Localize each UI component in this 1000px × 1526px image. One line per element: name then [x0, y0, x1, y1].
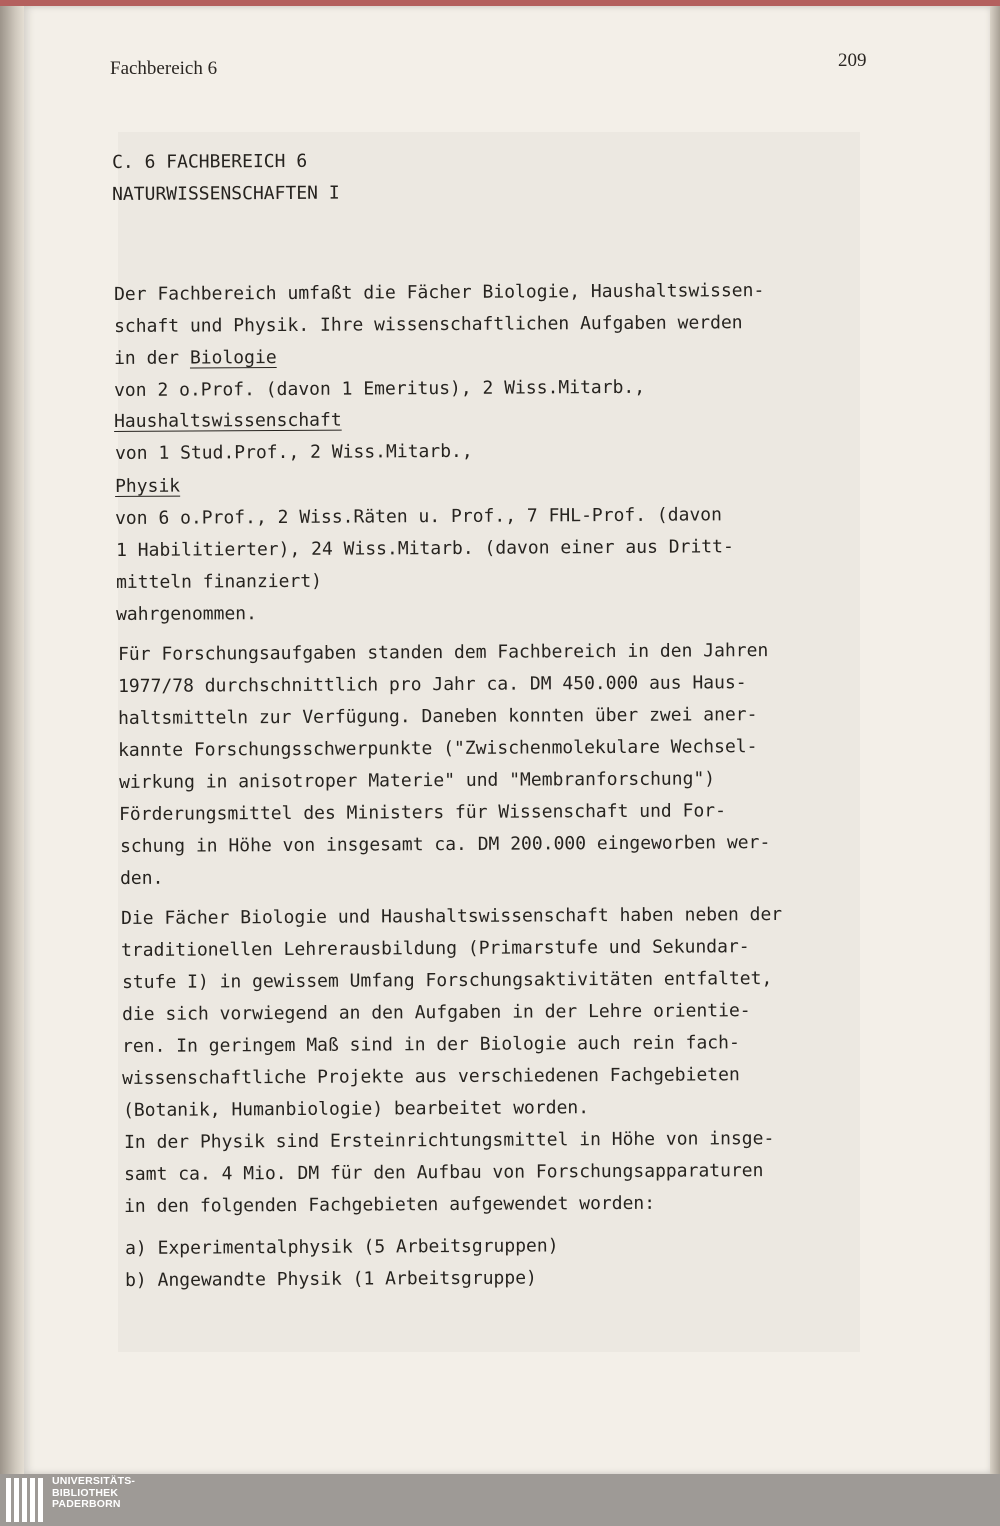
library-logo-text [52, 1476, 135, 1511]
book-binding [0, 6, 26, 1474]
paragraph3-line: in den folgenden Fachgebieten aufgewendet worden: [124, 1192, 656, 1217]
paragraph2-line: haltsmitteln zur Verfügung. Daneben konnten über zwei aner- [118, 704, 758, 729]
paragraph3-line: Die Fächer Biologie und Haushaltswissenschaft haben neben der [121, 903, 783, 929]
paragraph3-line: ren. In geringem Maß sind in der Biologie auch rein fach- [122, 1032, 740, 1057]
paragraph1-text: in der [114, 347, 190, 369]
library-logo-icon [6, 1478, 46, 1522]
paragraph2-line: kannte Forschungsschwerpunkte ("Zwischenmolekulare Wechsel- [118, 736, 758, 761]
footer-bar [0, 1474, 1000, 1526]
paragraph1-line: 1 Habilitierter), 24 Wiss.Mitarb. (davon einer aus Dritt- [116, 536, 734, 561]
paragraph1-line: Der Fachbereich umfaßt die Fächer Biologie, Haushaltswissen- [114, 280, 765, 305]
paragraph2-line: Förderungsmittel des Ministers für Wissenschaft und For- [119, 800, 726, 825]
paragraph3-line: traditionellen Lehrerausbildung (Primarstufe und Sekundar- [121, 936, 750, 961]
paragraph3-line: In der Physik sind Ersteinrichtungsmittel in Höhe von insge- [124, 1128, 775, 1153]
paragraph3-line: stufe I) in gewissem Umfang Forschungsaktivitäten entfaltet, [122, 968, 773, 993]
list-item: b) Angewandte Physik (1 Arbeitsgruppe) [125, 1267, 537, 1291]
running-head: Fachbereich 6 [110, 58, 218, 79]
paragraph1-line: von 2 o.Prof. (davon 1 Emeritus), 2 Wiss.Mitarb., [114, 376, 646, 401]
paragraph1-line: mitteln finanziert) [116, 570, 323, 593]
subject-haushaltswissenschaft: Haushaltswissenschaft [114, 409, 342, 432]
paragraph2-line: schung in Höhe von insgesamt ca. DM 200.000 eingeworben wer- [120, 832, 771, 857]
paragraph3-line: die sich vorwiegend an den Aufgaben in der Lehre orientie- [122, 1000, 751, 1025]
paragraph2-line: 1977/78 durchschnittlich pro Jahr ca. DM 450.000 aus Haus- [118, 672, 747, 697]
logo-line-2: BIBLIOTHEK [52, 1486, 119, 1499]
page-right-edge [990, 6, 1000, 1474]
logo-line-1: UNIVERSITÄTS- [52, 1475, 136, 1487]
list-item: a) Experimentalphysik (5 Arbeitsgruppen) [125, 1235, 559, 1259]
subject-biologie: Biologie [189, 347, 277, 369]
paragraph2-line: wirkung in anisotroper Materie" und "Membranforschung") [119, 768, 716, 793]
paragraph3-line: samt ca. 4 Mio. DM für den Aufbau von Forschungsapparaturen [124, 1160, 764, 1185]
heading-line-2: NATURWISSENSCHAFTEN I [112, 182, 340, 205]
paragraph1-line: schaft und Physik. Ihre wissenschaftlichen Aufgaben werden [114, 312, 743, 337]
paragraph2-line: den. [120, 867, 164, 889]
paragraph1-line: wahrgenommen. [116, 603, 258, 625]
logo-line-3: PADERBORN [52, 1498, 121, 1510]
paragraph2-line: Für Forschungsaufgaben standen dem Fachbereich in den Jahren [118, 640, 769, 665]
paragraph1-line [114, 347, 277, 370]
heading-line-1: C. 6 FACHBEREICH 6 [112, 150, 308, 173]
subject-physik: Physik [115, 475, 181, 497]
paragraph3-line: (Botanik, Humanbiologie) bearbeitet worden. [123, 1097, 590, 1121]
paragraph1-line: von 6 o.Prof., 2 Wiss.Räten u. Prof., 7 FHL-Prof. (davon [115, 504, 722, 529]
paragraph3-line: wissenschaftliche Projekte aus verschiedenen Fachgebieten [122, 1064, 740, 1089]
page-number: 209 [838, 50, 867, 71]
paragraph1-line: von 1 Stud.Prof., 2 Wiss.Mitarb., [115, 440, 473, 464]
